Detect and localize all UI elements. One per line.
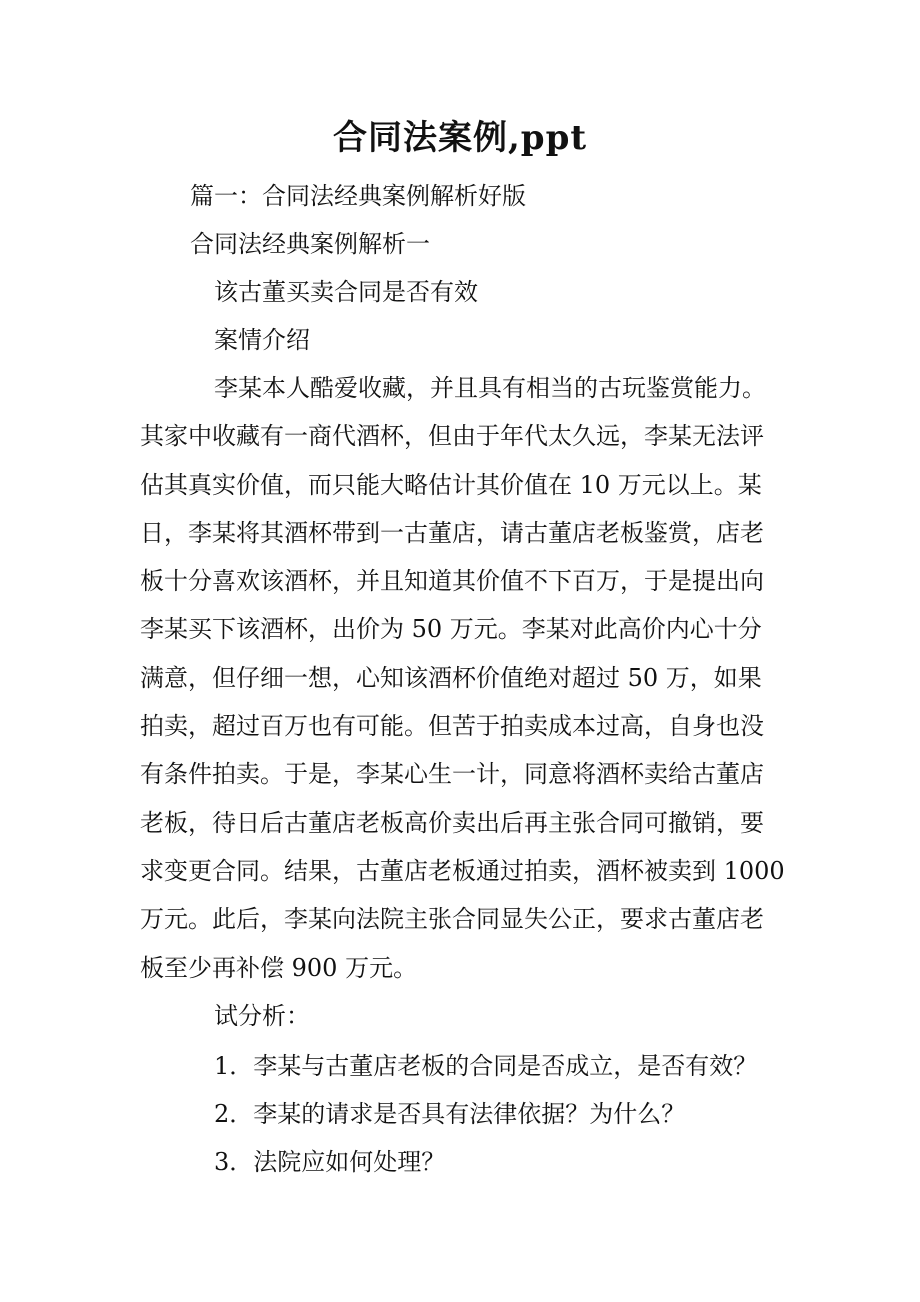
- body-line: 有条件拍卖。于是，李某心生一计，同意将酒杯卖给古董店: [140, 760, 764, 789]
- case-body-paragraph: [140, 364, 800, 992]
- analysis-label: 试分析：: [214, 1002, 310, 1030]
- body-line: 李某买下该酒杯，出价为 50 万元。李某对此高价内心十分: [140, 615, 762, 644]
- body-line: 拍卖，超过百万也有可能。但苦于拍卖成本过高，自身也没: [140, 712, 764, 741]
- body-line: 老板，待日后古董店老板高价卖出后再主张合同可撤销，要: [140, 808, 764, 837]
- body-line: 万元。此后，李某向法院主张合同显失公正，要求古董店老: [140, 905, 764, 934]
- body-line: 求变更合同。结果，古董店老板通过拍卖，酒杯被卖到 1000: [140, 856, 785, 885]
- body-line: 日，李某将其酒杯带到一古董店，请古董店老板鉴赏，店老: [140, 518, 764, 547]
- body-line: 满意，但仔细一想，心知该酒杯价值绝对超过 50 万，如果: [140, 663, 762, 692]
- body-line: 板至少再补偿 900 万元。: [140, 953, 418, 982]
- body-line: 李某本人酷爱收藏，并且具有相当的古玩鉴赏能力。: [214, 374, 766, 402]
- question-item: 1．李某与古董店老板的合同是否成立，是否有效？: [214, 1052, 758, 1080]
- body-line: 估其真实价值，而只能大略估计其价值在 10 万元以上。某: [140, 470, 762, 499]
- case-heading: 合同法经典案例解析一: [190, 230, 430, 258]
- case-intro-label: 案情介绍: [214, 326, 310, 354]
- body-line: 其家中收藏有一商代酒杯，但由于年代太久远，李某无法评: [140, 422, 764, 451]
- question-item: 2．李某的请求是否具有法律依据？为什么？: [214, 1100, 686, 1128]
- case-question-title: 该古董买卖合同是否有效: [214, 278, 478, 306]
- body-line: 板十分喜欢该酒杯，并且知道其价值不下百万，于是提出向: [140, 567, 764, 596]
- document-title: 合同法案例,ppt: [332, 118, 588, 158]
- section-heading: 篇一：合同法经典案例解析好版: [190, 182, 526, 210]
- question-item: 3．法院应如何处理？: [214, 1148, 446, 1176]
